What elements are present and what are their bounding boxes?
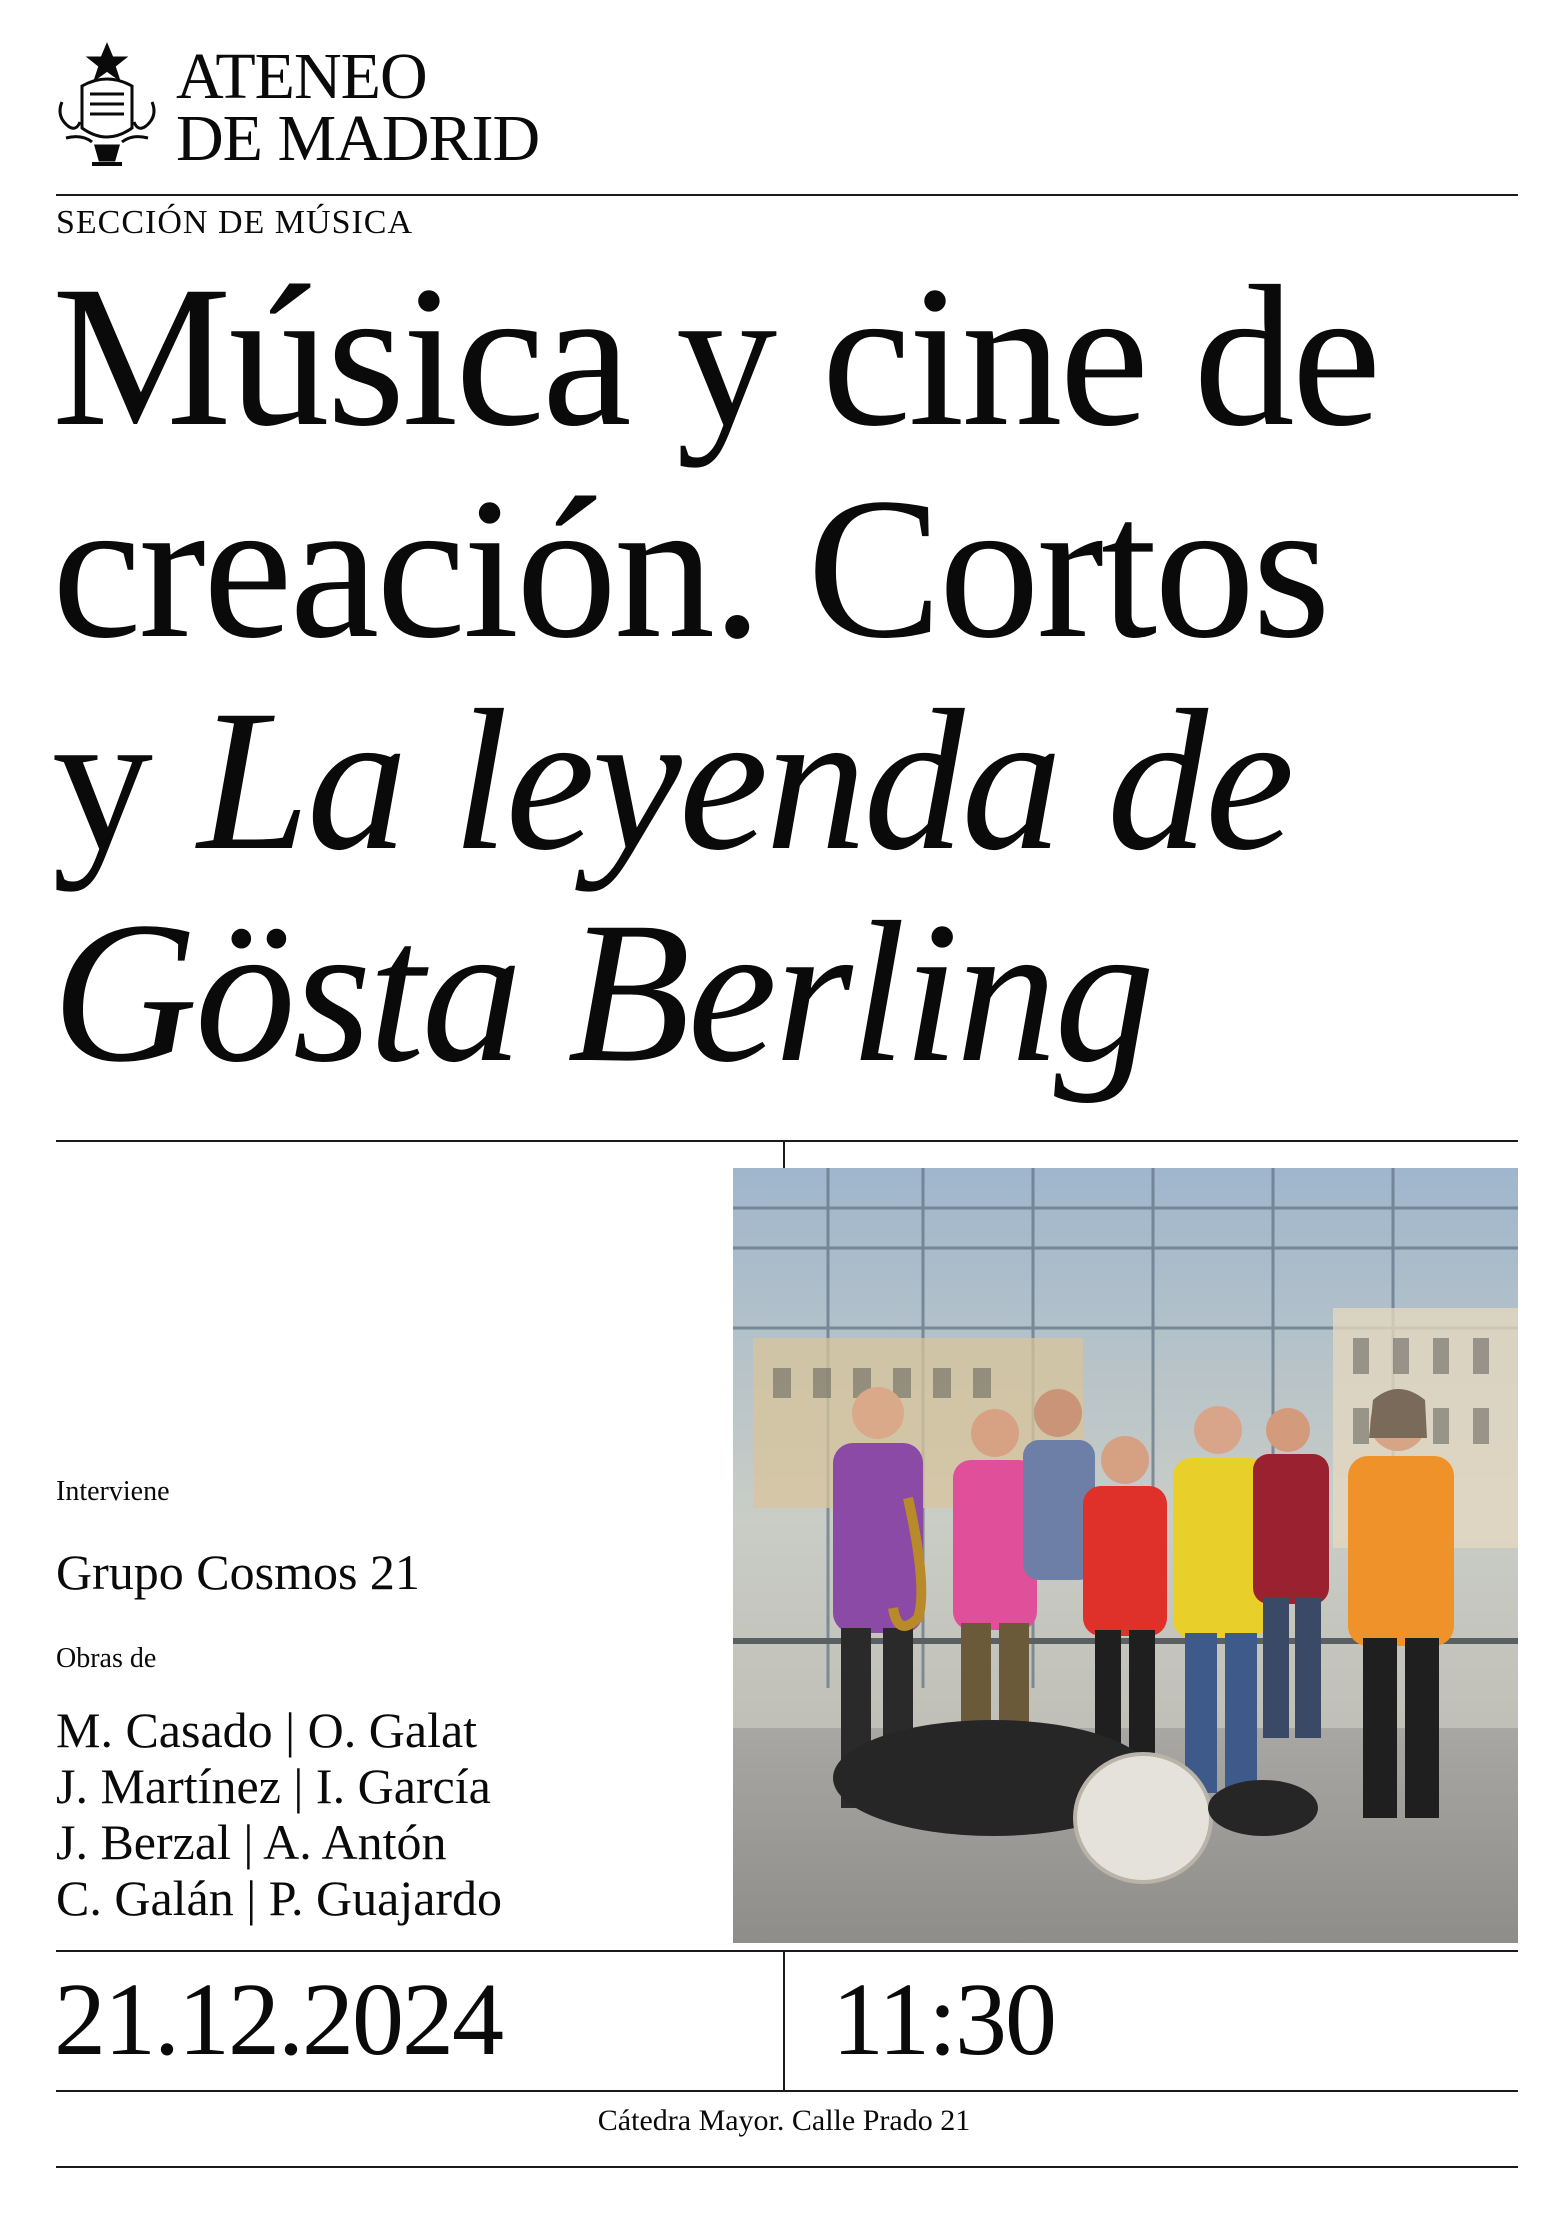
bottom-divider [56,2166,1518,2168]
section-label: SECCIÓN DE MÚSICA [56,204,414,241]
title-line-2: creación. Cortos [52,456,1328,680]
obras-label: Obras de [56,1643,157,1674]
title-line-4: Gösta Berling [52,880,1153,1104]
brand-line-1: ATENEO [176,40,427,113]
title-line-3-plain: y [52,668,198,892]
title-divider [56,1140,1518,1142]
date-bottom-divider [56,2090,1518,2092]
venue-address: Cátedra Mayor. Calle Prado 21 [597,2104,971,2137]
composer-line-3: J. Berzal | A. Antón [56,1814,447,1870]
composer-line-4: C. Galán | P. Guajardo [56,1870,503,1926]
composer-line-2: J. Martínez | I. García [56,1758,491,1814]
composer-line-1: M. Casado | O. Galat [56,1702,478,1758]
top-divider [56,194,1518,196]
title-line-1: Música y cine de [52,244,1379,468]
performer-group: Grupo Cosmos 21 [56,1544,420,1600]
upper-column-divider [783,1140,785,1168]
composer-list [56,1702,502,1926]
title-line-3 [52,668,1532,892]
brand-line-2: DE MADRID [176,102,540,175]
event-title [52,244,1532,1104]
interviene-label: Interviene [56,1476,170,1507]
event-time: 11:30 [832,1962,1056,2077]
brand-name [176,40,540,175]
ateneo-crest-logo [52,42,162,172]
date-time-divider [783,1950,785,2092]
event-date: 21.12.2024 [54,1962,502,2077]
date-top-divider [56,1950,1518,1952]
title-line-3-italic: La leyenda de [197,668,1292,892]
ensemble-photo [733,1168,1518,1943]
